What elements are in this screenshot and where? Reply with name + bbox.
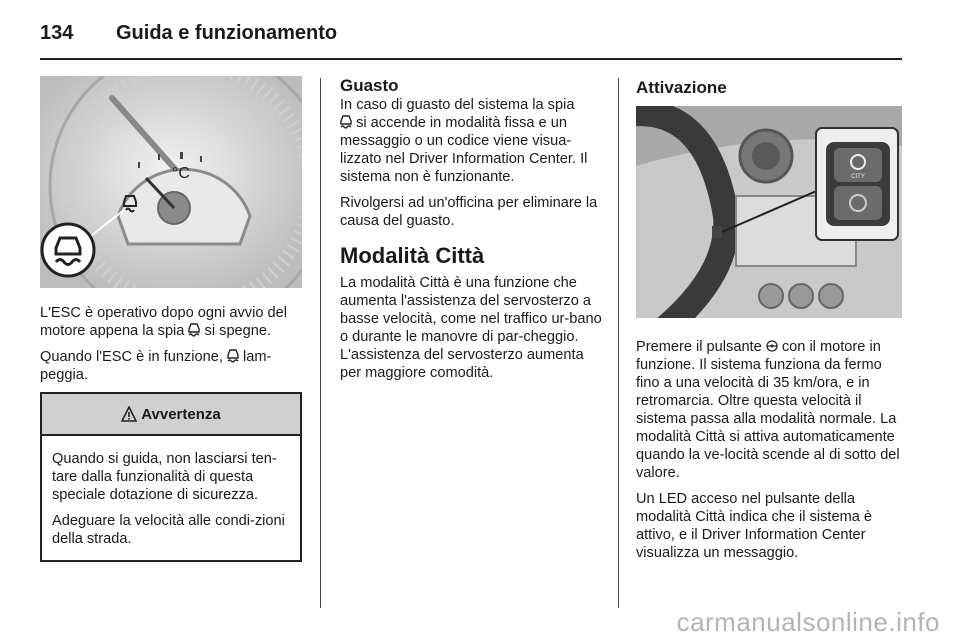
page-header — [40, 18, 337, 48]
fault-paragraph-2: Rivolgersi ad un'officina per eliminare la causa del guasto. — [340, 195, 598, 229]
warning-triangle-icon — [121, 406, 137, 422]
activation-heading: Attivazione — [636, 78, 727, 97]
column-3 — [636, 76, 902, 570]
steering-wheel-icon — [766, 339, 778, 353]
column-1 — [40, 76, 302, 562]
warning-paragraph-1: Quando si guida, non lasciarsi ten-tare dalla funzionalità di questa speciale dotazione di sicurezza. — [52, 451, 277, 503]
column-separator-2 — [618, 78, 619, 608]
column-2 — [340, 76, 602, 390]
warning-paragraph-2: Adeguare la velocità alle condi-zioni della strada. — [52, 513, 285, 547]
esc-warning-icon — [188, 323, 200, 337]
column-separator-1 — [320, 78, 321, 608]
gauge-illustration — [40, 76, 302, 288]
warning-header — [42, 394, 300, 436]
page-number: 134 — [40, 21, 74, 44]
warning-title: Avvertenza — [141, 405, 221, 423]
chapter-title: Guida e funzionamento — [116, 21, 338, 44]
instrument-cluster-image — [40, 76, 302, 288]
gauge-unit-label: °C — [172, 165, 190, 182]
dashboard-city-button-image — [636, 106, 902, 318]
warning-box — [40, 392, 302, 562]
dashboard-illustration — [636, 106, 902, 318]
warning-body — [42, 436, 300, 560]
header-rule — [40, 58, 902, 60]
city-mode-paragraph: La modalità Città è una funzione che aumenta l'assistenza del servosterzo a basse velocità, come nel traffico ur-bano o durante le manovre di par-cheggio. L'assistenza del servosterzo aumenta per maggiore comodità. — [340, 275, 602, 381]
activation-paragraph-2: Un LED acceso nel pulsante della modalità Città indica che il sistema è attivo, e il Driver Information Center visualizza un messaggio. — [636, 491, 873, 561]
esc-operative-paragraph: L'ESC è operativo dopo ogni avvio del motore appena la spia si spegne. — [40, 305, 287, 339]
esc-warning-icon — [227, 349, 239, 363]
fault-heading: Guasto — [340, 76, 399, 95]
activation-paragraph-1: Premere il pulsante con il motore in funzione. Il sistema funziona da fermo fino a una velocità di 35 km/ora, e in retromarcia. Oltre questa velocità il sistema passa alla modalità normale. La modalità Città si attiva automaticamente quando la ve-locità scende al di sotto del valore. — [636, 339, 900, 481]
esc-warning-icon — [340, 115, 352, 129]
city-mode-heading: Modalità Città — [340, 243, 485, 268]
fault-paragraph-1: In caso di guasto del sistema la spia si accende in modalità fissa e un messaggio o un codice viene visua-lizzato nel Driver Information Center. Il sistema non è funzionante. — [340, 97, 588, 185]
city-button-label: CITY — [851, 174, 865, 180]
esc-active-paragraph: Quando l'ESC è in funzione, lam-peggia. — [40, 349, 272, 383]
watermark: carmanualsonline.info — [676, 607, 940, 637]
